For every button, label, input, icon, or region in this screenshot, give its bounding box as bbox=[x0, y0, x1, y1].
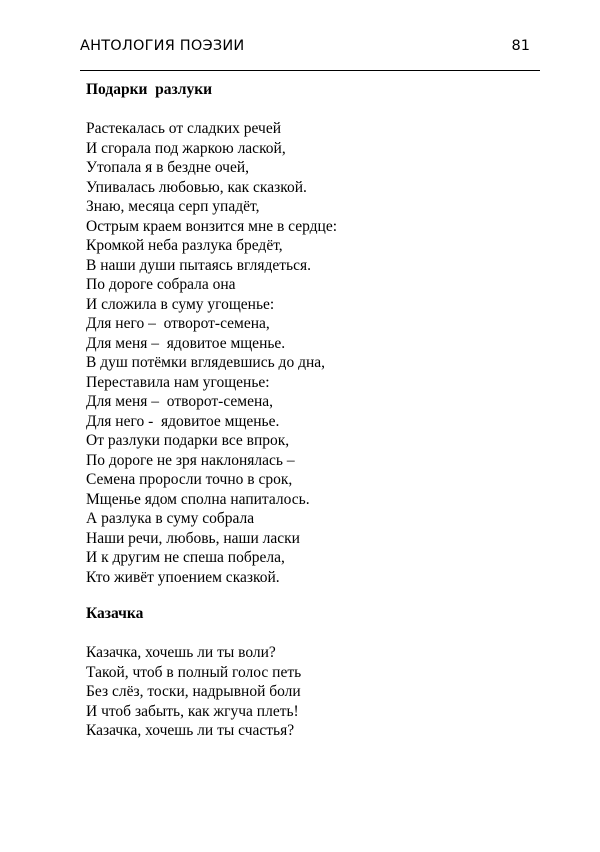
poem-line: Для него - ядовитое мщенье. bbox=[86, 412, 280, 430]
poem-line: Без слёз, тоски, надрывной боли bbox=[86, 683, 301, 700]
poem-line: Для него – отворот-семена, bbox=[86, 315, 270, 332]
poem-kazachka bbox=[86, 604, 536, 741]
poem-line: В душ потёмки вглядевшись до дна, bbox=[86, 354, 326, 371]
poem-line: Упивалась любовью, как сказкой. bbox=[86, 178, 307, 196]
poem-line: В наши души пытаясь вглядеться. bbox=[86, 256, 311, 274]
poem-line: Казачка, хочешь ли ты счастья? bbox=[86, 722, 295, 739]
poem-line: Знаю, месяца серп упадёт, bbox=[86, 198, 260, 215]
poem-line: От разлуки подарки все впрок, bbox=[86, 432, 290, 449]
poem-line: Растекалась от сладких речей bbox=[86, 120, 282, 137]
poem-line: Переставила нам угощенье: bbox=[86, 373, 270, 391]
poem-line: И чтоб забыть, как жгуча плеть! bbox=[86, 702, 299, 720]
poem-line: Такой, чтоб в полный голос петь bbox=[86, 663, 302, 681]
poem-line: Казачка, хочешь ли ты воли? bbox=[86, 644, 276, 661]
poem-line: Кромкой неба разлука бредёт, bbox=[86, 237, 283, 254]
page-header bbox=[80, 36, 540, 71]
poem-line: И к другим не спеша побрела, bbox=[86, 549, 285, 566]
poem-line: И сгорала под жаркою лаской, bbox=[86, 139, 286, 157]
poem-lines bbox=[86, 119, 536, 587]
poem-line: Утопала я в бездне очей, bbox=[86, 159, 250, 176]
poem-line: Семена проросли точно в срок, bbox=[86, 471, 293, 488]
poem-lines bbox=[86, 643, 536, 741]
poem-line: И сложила в суму угощенье: bbox=[86, 295, 275, 313]
poem-line: Острым краем вонзится мне в сердце: bbox=[86, 217, 338, 235]
poem-line: По дороге не зря наклонялась – bbox=[86, 451, 295, 469]
poem-line: А разлука в суму собрала bbox=[86, 510, 255, 527]
poem-line: Мщенье ядом сполна напиталось. bbox=[86, 490, 310, 508]
page-number: 81 bbox=[511, 38, 530, 54]
poem-line: Для меня – отворот-семена, bbox=[86, 393, 273, 410]
poem-line: Кто живёт упоением сказкой. bbox=[86, 568, 280, 586]
poem-line: По дороге собрала она bbox=[86, 276, 236, 293]
poem-line: Для меня – ядовитое мщенье. bbox=[86, 334, 286, 352]
page-content bbox=[86, 80, 536, 741]
poem-title: Казачка bbox=[86, 605, 144, 622]
running-title: АНТОЛОГИЯ ПОЭЗИИ bbox=[80, 38, 245, 54]
poem-podarki-razluki bbox=[86, 80, 536, 587]
poem-title: Подарки разлуки bbox=[86, 81, 213, 98]
poem-line: Наши речи, любовь, наши ласки bbox=[86, 529, 300, 547]
